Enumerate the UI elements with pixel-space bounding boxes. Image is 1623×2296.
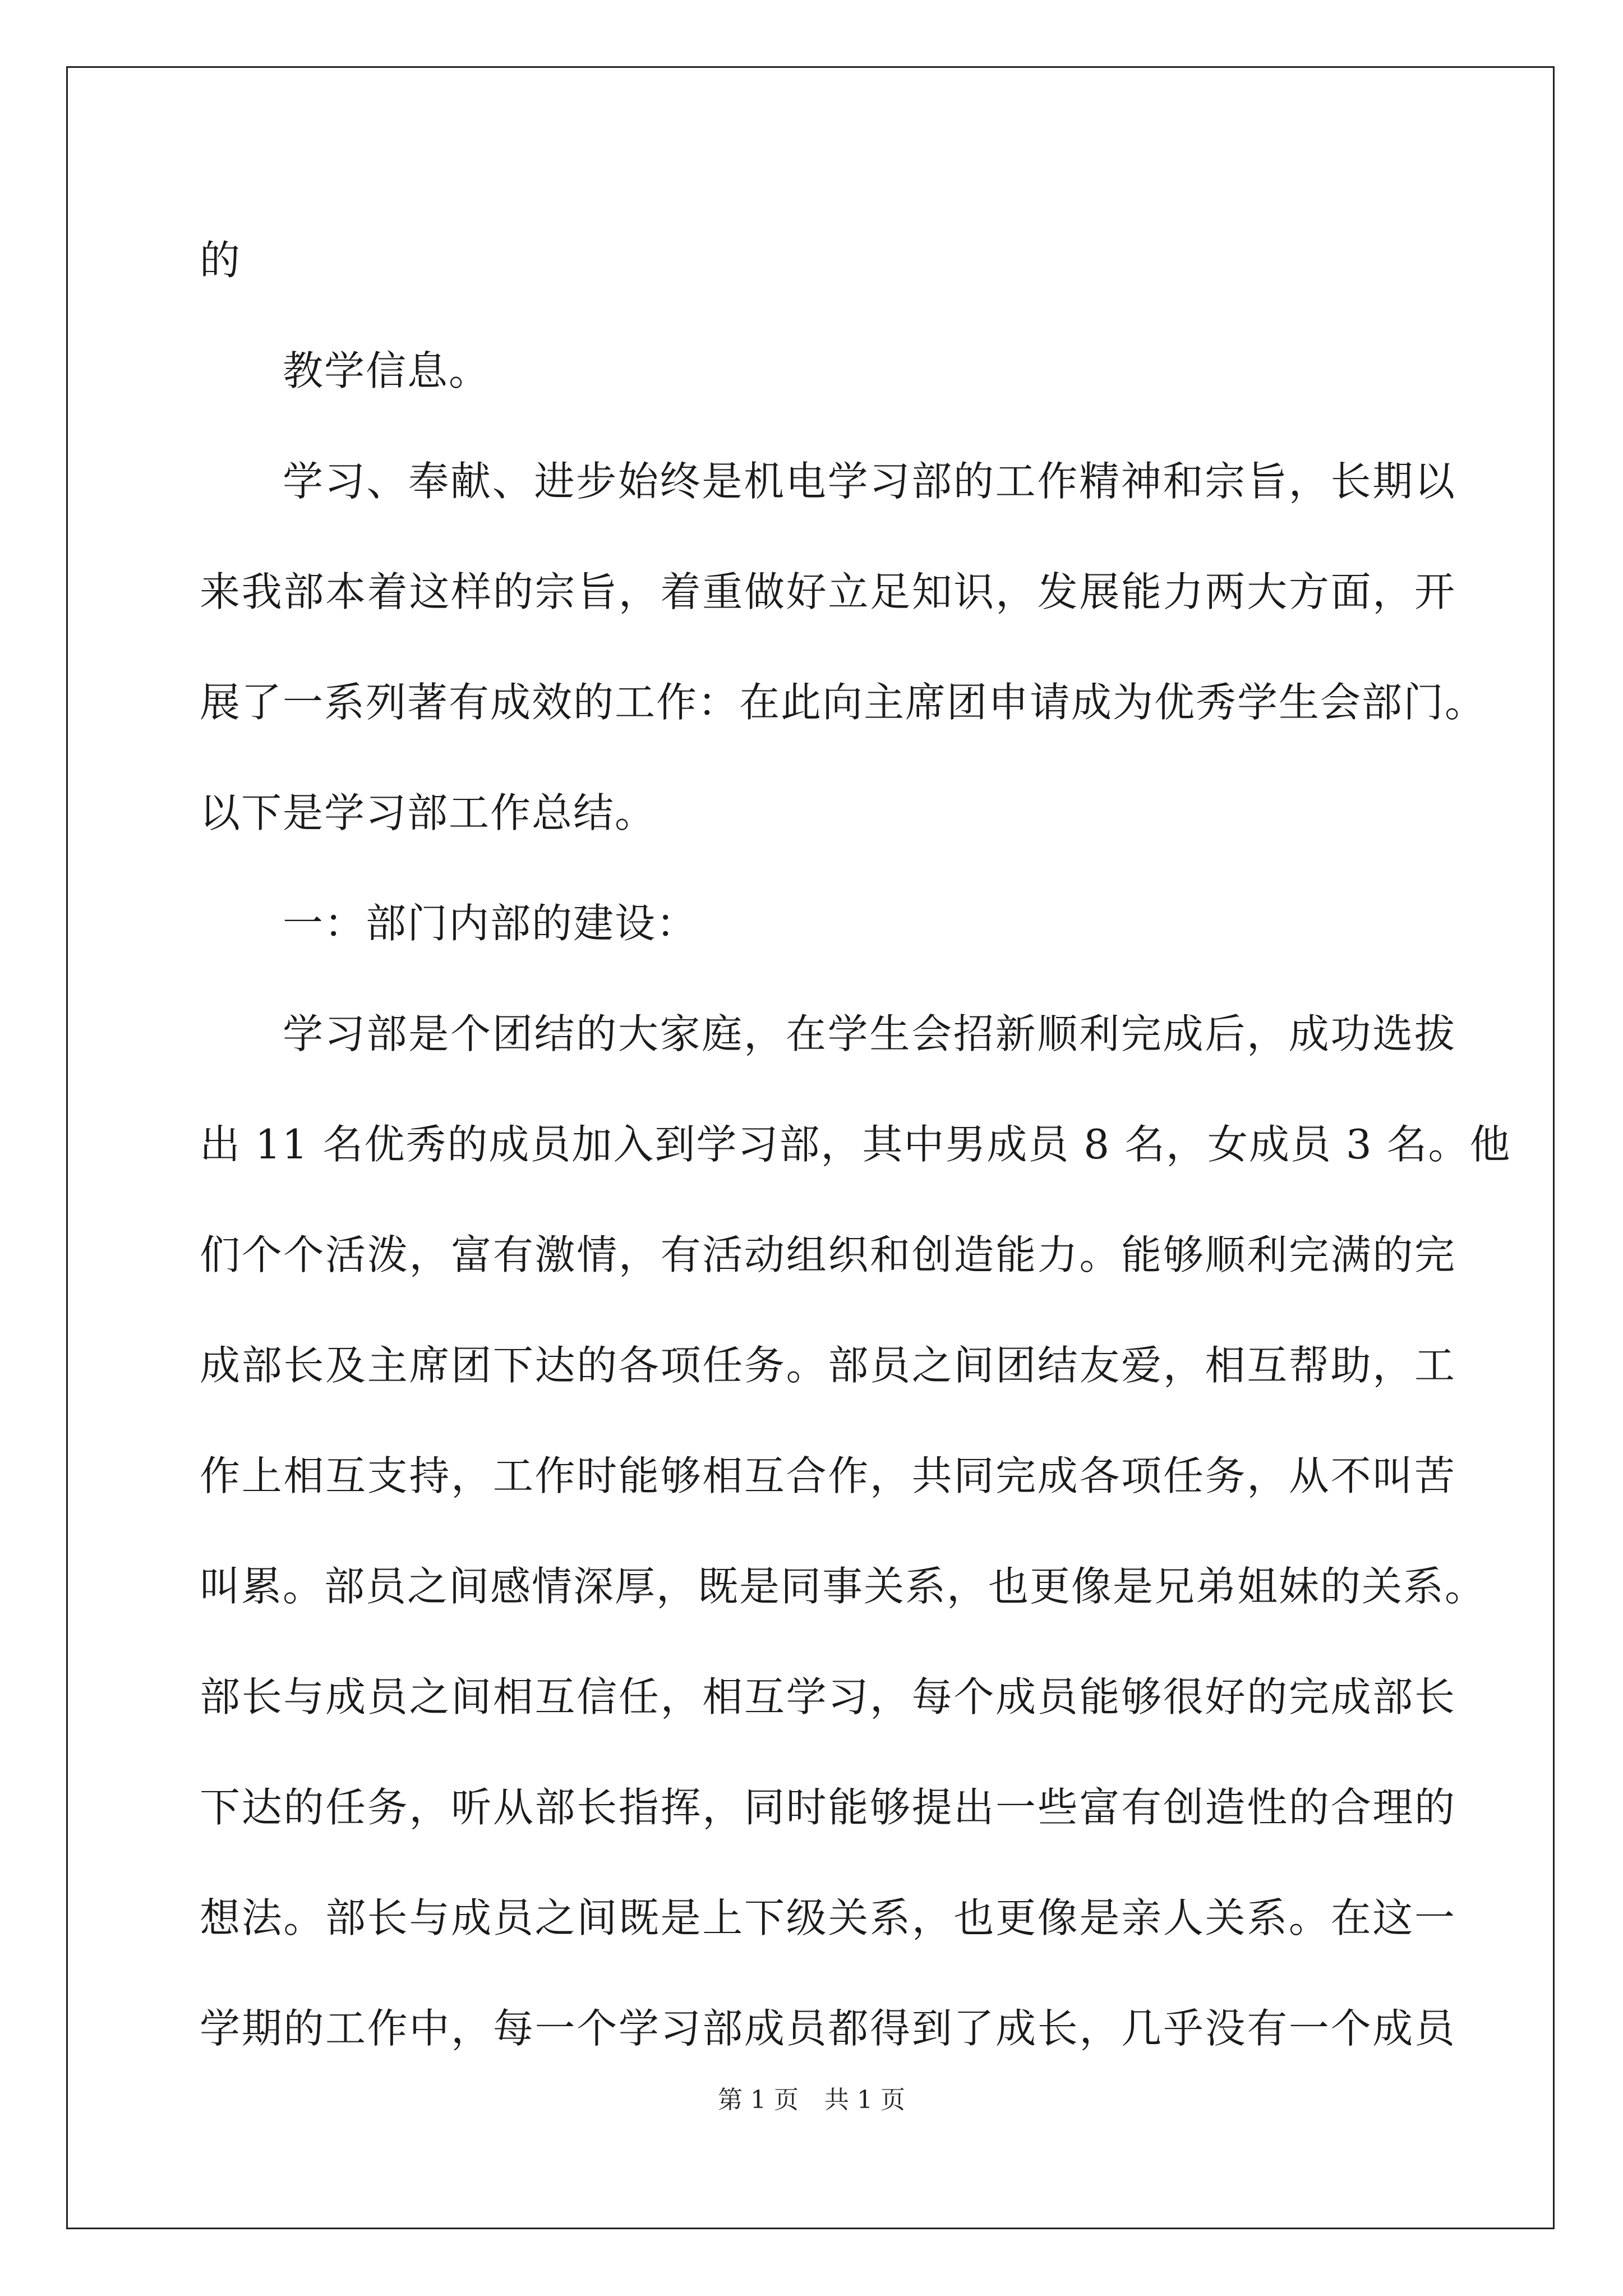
text-line: 下达的任务，听从部长指挥，同时能够提出一些富有创造性的合理的 — [200, 1784, 1456, 1831]
page-total: 共 1 页 — [824, 2086, 905, 2114]
text-line: 们个个活泼，富有激情，有活动组织和创造能力。能够顺利完满的完 — [200, 1231, 1456, 1278]
document-body — [200, 205, 1511, 2084]
text-line: 教学信息。 — [283, 347, 491, 394]
section-heading: 一：部门内部的建设： — [283, 900, 698, 947]
text-line: 作上相互支持，工作时能够相互合作，共同完成各项任务，从不叫苦 — [200, 1452, 1456, 1499]
text-line: 想法。部长与成员之间既是上下级关系，也更像是亲人关系。在这一 — [200, 1894, 1456, 1941]
text-line: 学习、奉献、进步始终是机电学习部的工作精神和宗旨，长期以 — [283, 458, 1456, 505]
text-line: 以下是学习部工作总结。 — [200, 789, 657, 836]
text-line: 部长与成员之间相互信任，相互学习，每个成员能够很好的完成部长 — [200, 1673, 1456, 1720]
page-footer — [0, 2083, 1623, 2117]
text-line: 的 — [200, 237, 242, 284]
page-number: 第 1 页 — [718, 2086, 799, 2114]
text-line: 成部长及主席团下达的各项任务。部员之间团结友爱，相互帮助，工 — [200, 1342, 1456, 1389]
text-line: 学习部是个团结的大家庭，在学生会招新顺利完成后，成功选拔 — [283, 1010, 1456, 1057]
text-line: 来我部本着这样的宗旨，着重做好立足知识，发展能力两大方面，开 — [200, 568, 1456, 615]
text-line: 学期的工作中，每一个学习部成员都得到了成长，几乎没有一个成员 — [200, 2005, 1456, 2052]
text-line: 出 11 名优秀的成员加入到学习部，其中男成员 8 名，女成员 3 名。他 — [200, 1121, 1511, 1168]
text-line: 叫累。部员之间感情深厚，既是同事关系，也更像是兄弟姐妹的关系。 — [200, 1563, 1487, 1610]
text-line: 展了一系列著有成效的工作：在此向主席团申请成为优秀学生会部门。 — [200, 679, 1487, 726]
